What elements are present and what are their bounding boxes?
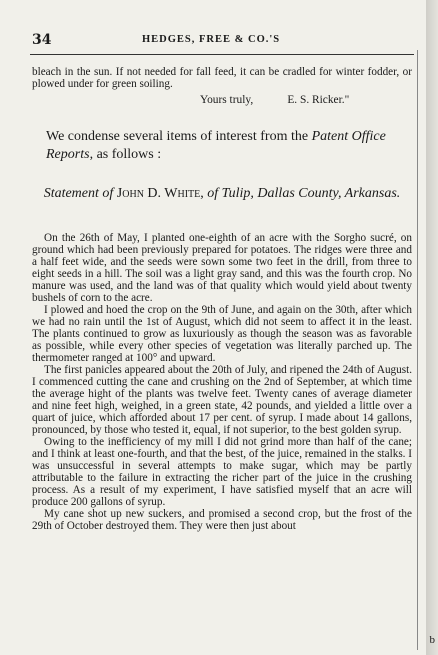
statement-heading <box>32 185 412 202</box>
article-paragraph: Owing to the inefficiency of my mill I did not grind more than half of the cane; and I think at least one-fourth, and that the best, of the juice, remained in the stalks. I was unsuccessful in several attempts to make sugar, which may be partly attributable to the failure in extracting the richer part of the juice in the crushing process. As a result of my experiment, I have satisfied myself that an acre will produce 200 gallons of syrup. <box>32 436 412 508</box>
intro-paragraph <box>46 128 414 164</box>
running-head: HEDGES, FREE & CO.'S <box>142 34 281 45</box>
intro-italic-title: Patent Office Reports <box>46 129 386 162</box>
intro-text-before: We condense several items of interest from the <box>46 129 312 144</box>
letter-signoff <box>200 94 349 106</box>
article-body <box>32 232 412 532</box>
intro-text-after: , as follows : <box>89 147 162 162</box>
article-paragraph: On the 26th of May, I planted one-eighth of an acre with the Sorgho sucré, on ground which had been previously prepared for potatoes. The ridges were three and a half feet wide, and the seeds were sown some two feet in the drill, from three to eight seeds in a hill. The soil was a light gray sand, and this was the fourth crop. No manure was used, and the land was of that quality which would yield about twenty bushels of corn to the acre. <box>32 232 412 304</box>
page-header <box>32 32 412 52</box>
letter-closing: Yours truly, <box>200 94 254 106</box>
page-number: 34 <box>32 32 52 48</box>
article-paragraph: I plowed and hoed the crop on the 9th of June, and again on the 30th, after which we had no rain until the 1st of August, which did not seem to affect it in the least. The plants continued to grow as luxuriously as though the season was as favorable as possible, while every other species of vegetation was literally parched up. The thermometer ranged at 100° and upward. <box>32 304 412 364</box>
letter-end-paragraph: bleach in the sun. If not needed for fall feed, it can be cradled for winter fodder, or plowed under for green soiling. <box>32 66 412 90</box>
page-fold-line <box>417 50 418 650</box>
adjacent-page-edge <box>426 0 438 655</box>
statement-suffix: of Tulip, Dallas County, Arkansas. <box>203 186 401 201</box>
letter-signature: E. S. Ricker." <box>287 94 350 106</box>
statement-prefix: Statement of <box>43 186 117 201</box>
article-paragraph: My cane shot up new suckers, and promised a second crop, but the frost of the 29th of October destroyed them. They were then just about <box>32 508 412 532</box>
header-rule <box>30 54 414 55</box>
edge-letter: b <box>429 634 435 646</box>
statement-name: John D. White, <box>116 186 204 201</box>
article-paragraph: The first panicles appeared about the 20th of July, and ripened the 24th of August. I commenced cutting the cane and crushing on the 2nd of September, at which time the average hight of the plants was twelve feet. Twenty canes of average diameter and nine feet high, weighed, in a green state, 42 pounds, and yielded a little over a quart of juice, which afforded about 17 per cent. of syrup. I made about 14 gallons, pronounced, by those who tested it, equal, if not superior, to the best golden syrup. <box>32 364 412 436</box>
